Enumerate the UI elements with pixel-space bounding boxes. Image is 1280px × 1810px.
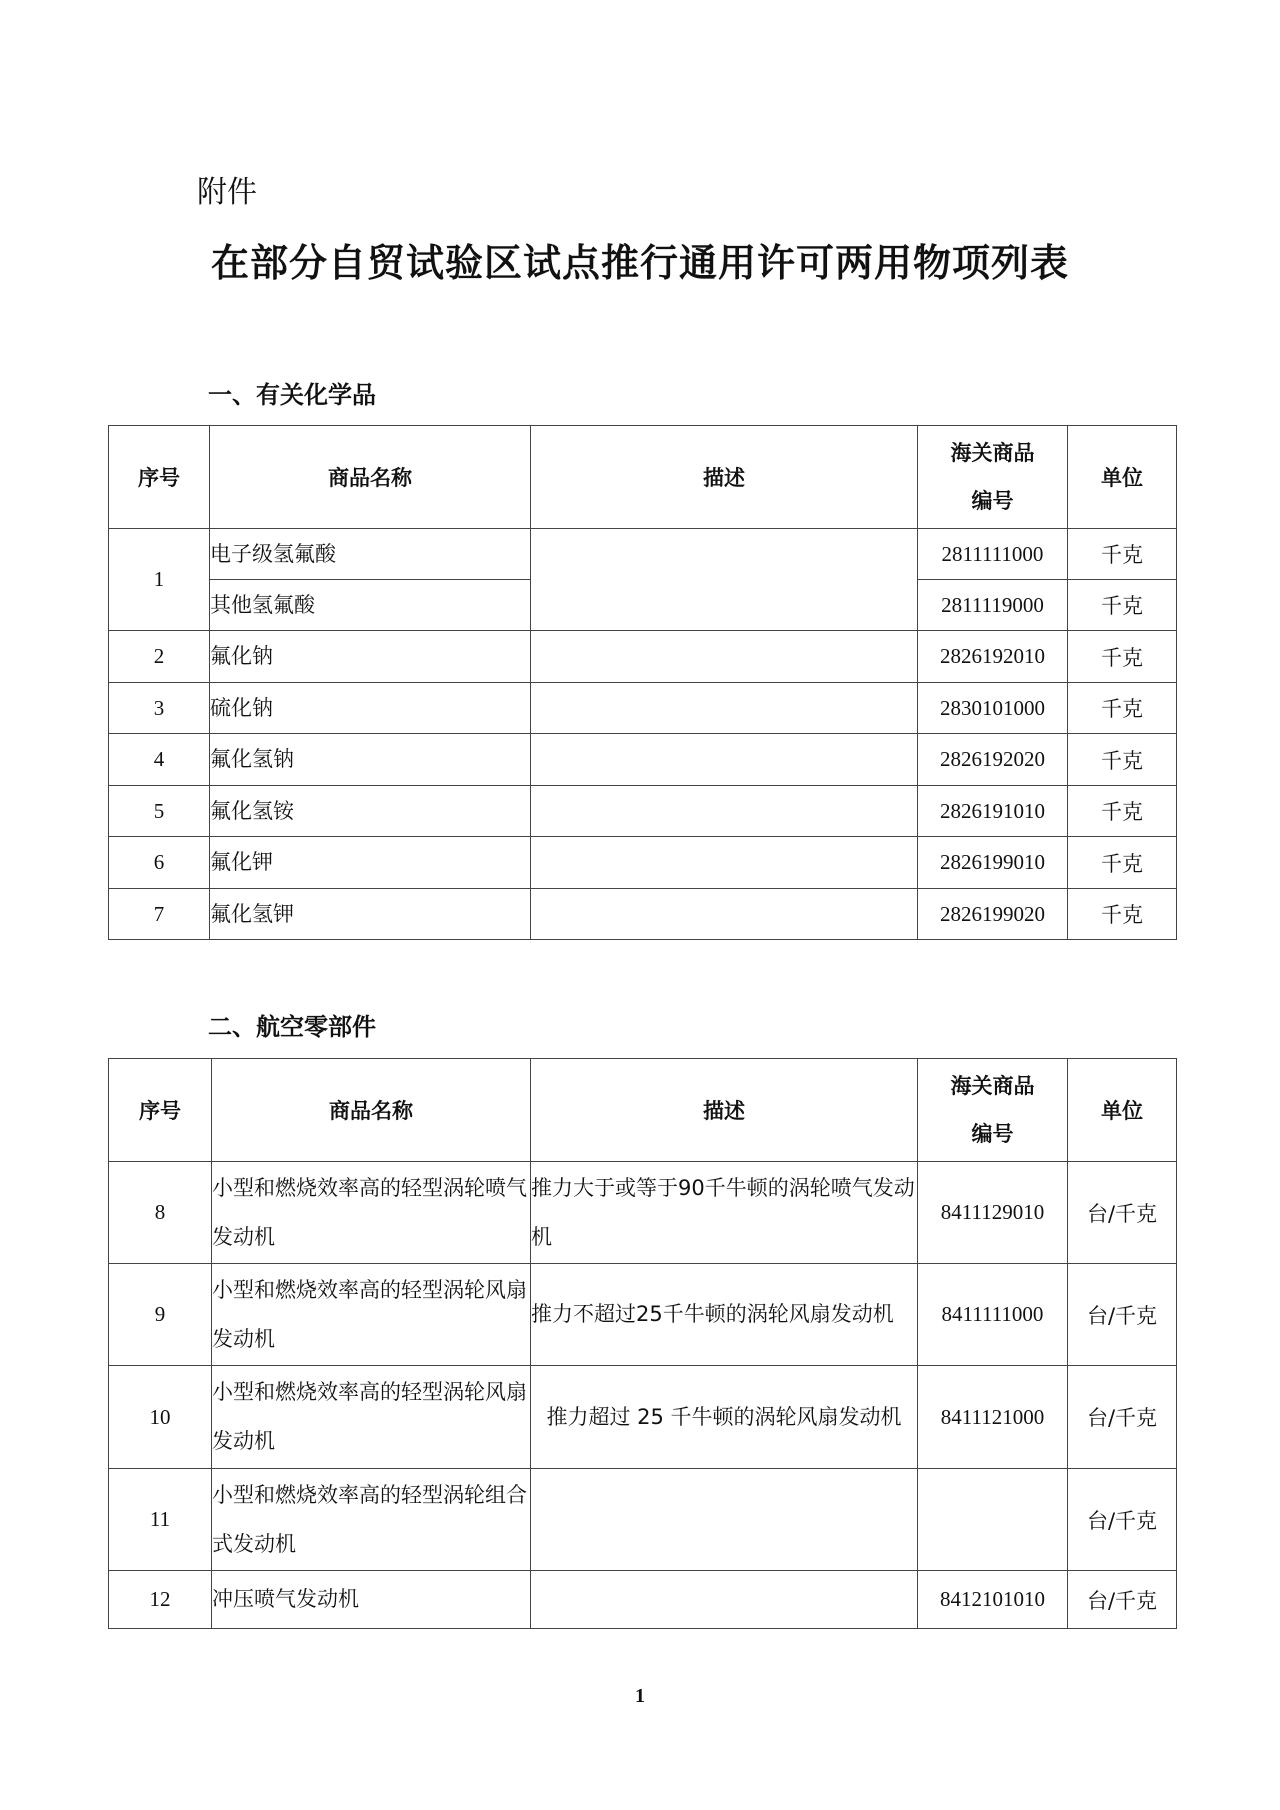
cell-seq: 5 [109,786,210,837]
cell-desc: 推力不超过25千牛顿的涡轮风扇发动机 [531,1264,918,1366]
table-row [109,1264,1177,1366]
section-heading-aviation: 二、航空零部件 [208,1013,376,1041]
table-header-row [109,1059,1177,1162]
table-row [109,529,1177,580]
header-code [918,1059,1068,1162]
cell-name: 电子级氢氟酸 [210,529,531,580]
cell-unit: 千克 [1068,786,1177,837]
table-row [109,837,1177,889]
cell-name: 氟化钾 [210,837,531,889]
cell-unit: 千克 [1068,734,1177,786]
header-desc: 描述 [531,426,918,529]
cell-desc [531,786,918,837]
cell-seq: 1 [109,529,210,631]
cell-name: 小型和燃烧效率高的轻型涡轮组合式发动机 [212,1469,531,1571]
chemicals-table [108,425,1177,940]
table-row [109,734,1177,786]
cell-desc [531,1469,918,1571]
cell-code: 8411129010 [918,1162,1068,1264]
cell-name: 其他氢氟酸 [210,580,531,631]
cell-seq: 8 [109,1162,212,1264]
table-header-row [109,426,1177,529]
section-heading-chemicals: 一、有关化学品 [208,381,376,409]
cell-unit: 台/千克 [1068,1162,1177,1264]
cell-seq: 10 [109,1366,212,1469]
table-row [109,1162,1177,1264]
cell-name: 小型和燃烧效率高的轻型涡轮风扇发动机 [212,1264,531,1366]
cell-desc [531,1571,918,1629]
cell-name: 氟化钠 [210,631,531,683]
header-name: 商品名称 [212,1059,531,1162]
document-title: 在部分自贸试验区试点推行通用许可两用物项列表 [210,241,1069,285]
cell-code: 2830101000 [918,683,1068,734]
cell-name: 氟化氢铵 [210,786,531,837]
header-name: 商品名称 [210,426,531,529]
cell-unit: 千克 [1068,529,1177,580]
table-row [109,1469,1177,1571]
header-seq: 序号 [109,426,210,529]
header-seq: 序号 [109,1059,212,1162]
cell-unit: 台/千克 [1068,1571,1177,1629]
cell-desc [531,683,918,734]
cell-code: 2826199020 [918,889,1068,940]
cell-seq: 4 [109,734,210,786]
cell-desc: 推力大于或等于90千牛顿的涡轮喷气发动机 [531,1162,918,1264]
cell-unit: 台/千克 [1068,1366,1177,1469]
header-code-line2: 编号 [971,1122,1014,1146]
table-row [109,1571,1177,1629]
header-code-line1: 海关商品 [950,441,1035,465]
header-code-line1: 海关商品 [950,1074,1035,1098]
cell-name: 冲压喷气发动机 [212,1571,531,1629]
cell-code: 2811119000 [918,580,1068,631]
cell-unit: 千克 [1068,889,1177,940]
cell-name: 氟化氢钠 [210,734,531,786]
cell-code: 2826192010 [918,631,1068,683]
header-desc: 描述 [531,1059,918,1162]
cell-name: 小型和燃烧效率高的轻型涡轮风扇发动机 [212,1366,531,1469]
cell-code: 8412101010 [918,1571,1068,1629]
cell-desc [531,889,918,940]
cell-unit: 千克 [1068,631,1177,683]
cell-desc [531,529,918,631]
cell-code: 2826192020 [918,734,1068,786]
cell-name: 小型和燃烧效率高的轻型涡轮喷气发动机 [212,1162,531,1264]
cell-name: 硫化钠 [210,683,531,734]
cell-code: 2826191010 [918,786,1068,837]
aviation-table [108,1058,1177,1629]
cell-unit: 千克 [1068,837,1177,889]
cell-seq: 7 [109,889,210,940]
cell-seq: 2 [109,631,210,683]
cell-seq: 6 [109,837,210,889]
cell-desc [531,837,918,889]
cell-code: 2811111000 [918,529,1068,580]
cell-seq: 9 [109,1264,212,1366]
table-row [109,683,1177,734]
cell-unit: 台/千克 [1068,1469,1177,1571]
cell-code [918,1469,1068,1571]
table-row [109,786,1177,837]
cell-code: 8411121000 [918,1366,1068,1469]
table-row [109,889,1177,940]
cell-seq: 3 [109,683,210,734]
cell-name: 氟化氢钾 [210,889,531,940]
header-code-line2: 编号 [971,489,1014,513]
cell-unit: 千克 [1068,580,1177,631]
cell-seq: 12 [109,1571,212,1629]
cell-unit: 台/千克 [1068,1264,1177,1366]
attachment-label: 附件 [197,175,257,210]
table-row [109,631,1177,683]
cell-desc [531,631,918,683]
cell-code: 2826199010 [918,837,1068,889]
cell-seq: 11 [109,1469,212,1571]
table-row [109,1366,1177,1469]
cell-desc [531,734,918,786]
cell-code: 8411111000 [918,1264,1068,1366]
header-unit: 单位 [1068,426,1177,529]
header-unit: 单位 [1068,1059,1177,1162]
header-code [918,426,1068,529]
cell-unit: 千克 [1068,683,1177,734]
page-number: 1 [635,1685,645,1707]
cell-desc: 推力超过 25 千牛顿的涡轮风扇发动机 [531,1366,918,1469]
